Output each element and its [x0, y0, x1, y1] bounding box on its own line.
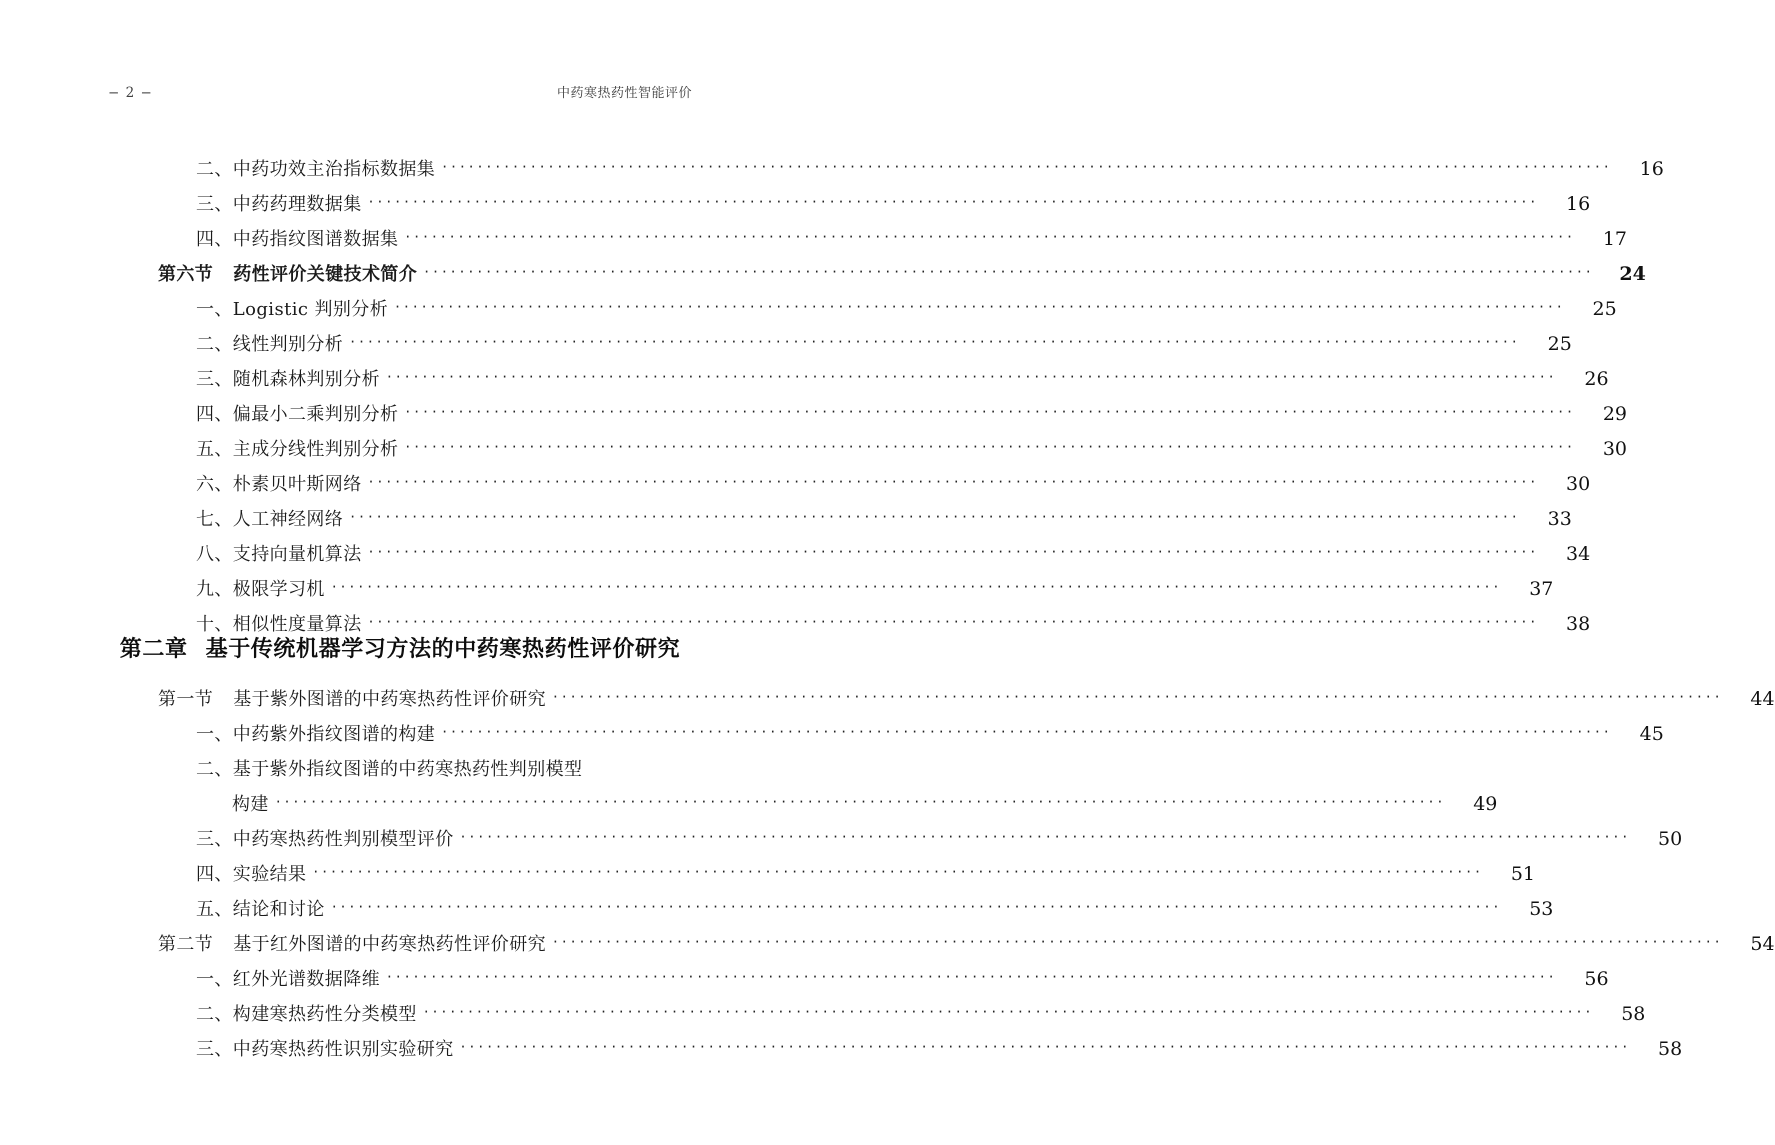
toc-page-number: 51 [1510, 863, 1535, 885]
toc-section-number: 第二节 [158, 934, 214, 955]
dot-leader [369, 538, 1540, 554]
toc-section-title: 基于红外图谱的中药寒热药性评价研究 [233, 934, 547, 955]
dot-leader [461, 1033, 1632, 1049]
dot-leader [405, 398, 1576, 414]
toc-row [0, 257, 1646, 292]
dot-leader [369, 608, 1540, 624]
toc-entry[interactable] [196, 502, 1572, 537]
toc-entry-label: 十、相似性度量算法 [196, 614, 362, 635]
toc-entry-label [158, 927, 546, 962]
dot-leader [350, 503, 1521, 519]
toc-page-number: 24 [1619, 263, 1646, 285]
toc-entry-label: 二、中药功效主治指标数据集 [196, 159, 436, 180]
toc-page-number: 29 [1602, 403, 1627, 425]
dot-leader [461, 823, 1632, 839]
toc-entry[interactable] [196, 1032, 1683, 1067]
toc-row [0, 682, 1775, 717]
dot-leader [424, 258, 1595, 274]
toc-section-title: 基于紫外图谱的中药寒热药性评价研究 [233, 689, 547, 710]
toc-entry[interactable] [196, 397, 1627, 432]
toc-entry[interactable] [196, 537, 1591, 572]
toc-row [0, 467, 1591, 502]
toc-entry[interactable] [196, 962, 1609, 997]
book-title: 中药寒热药性智能评价 [556, 86, 692, 101]
toc-entry[interactable] [158, 682, 1775, 717]
dot-leader [369, 188, 1540, 204]
dot-leader [405, 433, 1576, 449]
toc-entry-label: 二、基于紫外指纹图谱的中药寒热药性判别模型 [196, 759, 583, 780]
toc-entry[interactable] [196, 187, 1591, 222]
toc-entry-label: 八、支持向量机算法 [196, 544, 362, 565]
toc-entry[interactable] [196, 997, 1646, 1032]
dot-leader [332, 893, 1503, 909]
toc-row [0, 1032, 1683, 1067]
toc-entry[interactable] [158, 257, 1646, 292]
toc-page-number: 54 [1750, 933, 1775, 955]
toc-row [0, 362, 1609, 397]
toc-entry[interactable] [196, 222, 1627, 257]
dot-leader [405, 223, 1576, 239]
toc-entry[interactable] [196, 152, 1664, 187]
toc-entry-label: 一、中药紫外指纹图谱的构建 [196, 724, 436, 745]
toc-entry[interactable] [196, 822, 1683, 857]
toc-page-number: 53 [1529, 898, 1554, 920]
toc-entry[interactable] [196, 432, 1627, 467]
toc-entry-label: 六、朴素贝叶斯网络 [196, 474, 362, 495]
dot-leader [553, 928, 1724, 944]
toc-row [0, 327, 1572, 362]
toc-page-number: 38 [1566, 613, 1591, 635]
toc-entry[interactable] [196, 717, 1664, 752]
dot-leader [553, 683, 1724, 699]
toc-entry[interactable] [196, 362, 1609, 397]
dot-leader [332, 573, 1503, 589]
toc-page-number: 30 [1566, 473, 1591, 495]
toc-entry-label: 三、中药寒热药性识别实验研究 [196, 1039, 454, 1060]
toc-row [0, 537, 1591, 572]
toc-page-number: 16 [1566, 193, 1591, 215]
toc-entry-label: 九、极限学习机 [196, 579, 325, 600]
toc-entry[interactable] [232, 787, 1498, 822]
toc-list-upper [0, 152, 1664, 642]
toc-entry-label [158, 257, 417, 292]
toc-section-title: 药性评价关键技术简介 [233, 264, 418, 285]
dot-leader [424, 998, 1595, 1014]
toc-entry-label: 四、偏最小二乘判别分析 [196, 404, 399, 425]
toc-row [0, 432, 1627, 467]
toc-entry-label: 三、随机森林判别分析 [196, 369, 380, 390]
toc-page-number: 58 [1621, 1003, 1646, 1025]
toc-page-number: 33 [1547, 508, 1572, 530]
toc-row [0, 502, 1572, 537]
toc-page-number: 25 [1592, 298, 1617, 320]
toc-entry-label: 一、红外光谱数据降维 [196, 969, 380, 990]
toc-page-number: 50 [1658, 828, 1683, 850]
toc-entry-label [158, 682, 546, 717]
toc-entry[interactable] [196, 572, 1554, 607]
running-header [108, 82, 692, 106]
toc-page-number: 17 [1602, 228, 1627, 250]
toc-entry-label: 七、人工神经网络 [196, 509, 344, 530]
toc-section-number: 第一节 [158, 689, 214, 710]
toc-page-number: 16 [1639, 158, 1664, 180]
dot-leader [395, 293, 1566, 309]
toc-row [0, 397, 1627, 432]
toc-row [0, 892, 1554, 927]
toc-entry[interactable] [158, 927, 1775, 962]
chapter-title: 基于传统机器学习方法的中药寒热药性评价研究 [205, 637, 681, 662]
chapter-heading [0, 632, 800, 663]
toc-row [0, 752, 800, 787]
toc-entry[interactable] [196, 857, 1535, 892]
toc-page-number: 44 [1750, 688, 1775, 710]
dot-leader [350, 328, 1521, 344]
toc-row [0, 997, 1646, 1032]
toc-row [0, 152, 1664, 187]
toc-page-number: 49 [1473, 793, 1498, 815]
toc-page-number: 30 [1602, 438, 1627, 460]
dot-leader [387, 363, 1558, 379]
dot-leader [387, 963, 1558, 979]
dot-leader [276, 788, 1447, 804]
toc-row [0, 222, 1627, 257]
toc-list-lower [0, 682, 1775, 1067]
toc-entry[interactable] [196, 327, 1572, 362]
toc-row [0, 787, 1498, 822]
toc-row [0, 857, 1535, 892]
dot-leader [442, 718, 1613, 734]
dot-leader [369, 468, 1540, 484]
toc-row [0, 292, 1617, 327]
dot-leader [313, 858, 1484, 874]
toc-entry-label: 五、主成分线性判别分析 [196, 439, 399, 460]
chapter-number: 第二章 [119, 637, 188, 662]
toc-entry-label: 三、中药寒热药性判别模型评价 [196, 829, 454, 850]
toc-entry[interactable] [196, 292, 1617, 327]
toc-entry-label: 二、线性判别分析 [196, 334, 344, 355]
dot-leader [442, 153, 1613, 169]
toc-row [0, 187, 1591, 222]
toc-page-number: 56 [1584, 968, 1609, 990]
toc-page-number: 37 [1529, 578, 1554, 600]
toc-entry-label: 构建 [232, 794, 269, 815]
toc-entry-label: 五、结论和讨论 [196, 899, 325, 920]
toc-entry[interactable] [196, 892, 1554, 927]
toc-entry-label: 四、中药指纹图谱数据集 [196, 229, 399, 250]
toc-section-number: 第六节 [158, 264, 214, 285]
toc-entry-label: 一、Logistic 判别分析 [196, 299, 389, 320]
page-folio: − 2 − [108, 85, 153, 101]
toc-row [0, 962, 1609, 997]
toc-row [0, 572, 1554, 607]
toc-entry-label: 三、中药药理数据集 [196, 194, 362, 215]
toc-entry-label: 二、构建寒热药性分类模型 [196, 1004, 417, 1025]
toc-entry[interactable] [196, 467, 1591, 502]
toc-row [0, 927, 1775, 962]
toc-page-number: 58 [1658, 1038, 1683, 1060]
toc-entry[interactable] [196, 752, 996, 787]
toc-page-number: 34 [1566, 543, 1591, 565]
toc-page-number: 45 [1639, 723, 1664, 745]
toc-page-number: 26 [1584, 368, 1609, 390]
toc-page-number: 25 [1547, 333, 1572, 355]
toc-row [0, 822, 1683, 857]
toc-entry-label: 四、实验结果 [196, 864, 307, 885]
toc-row [0, 717, 1664, 752]
